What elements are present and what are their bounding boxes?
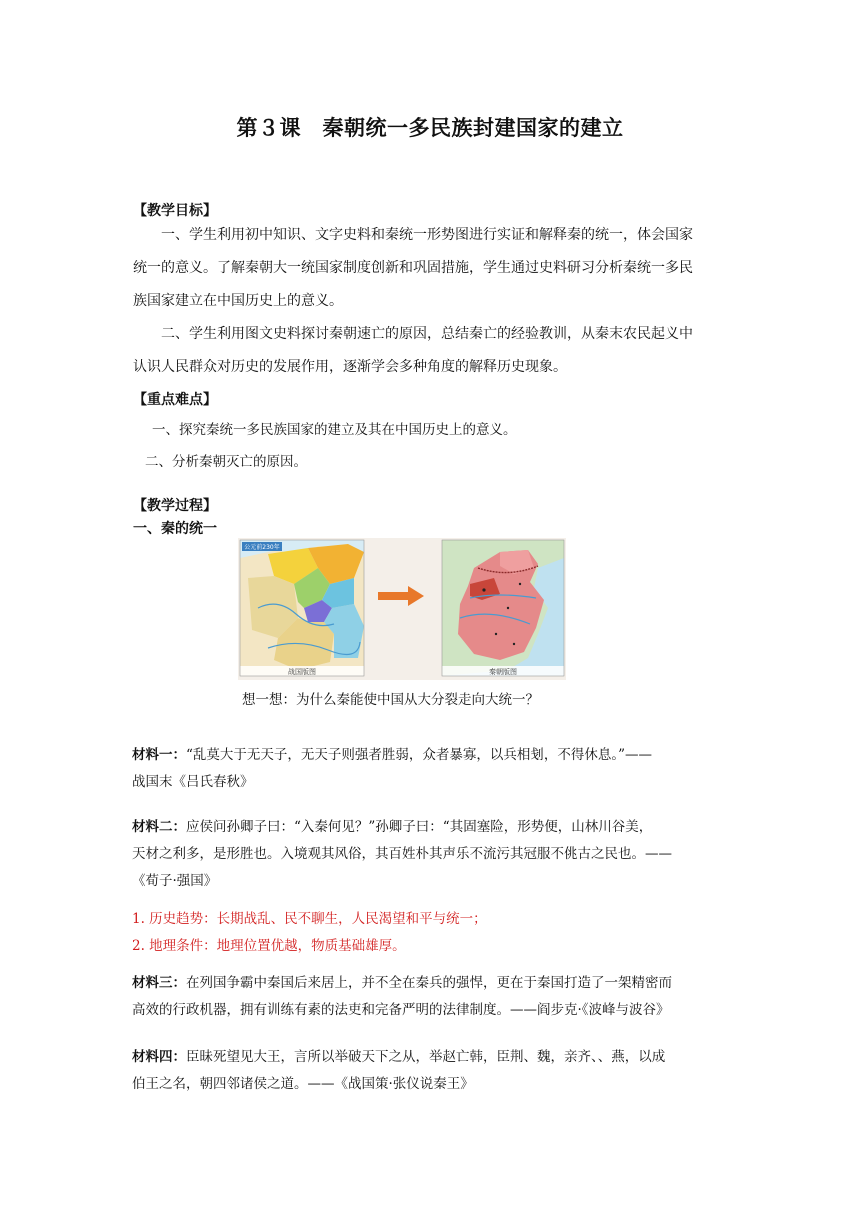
material-4-label: 材料四：: [132, 1049, 186, 1065]
material-3: [132, 970, 732, 1024]
answer-item-1: 1. 历史趋势：长期战乱、民不聊生，人民渴望和平与统一；: [132, 911, 487, 927]
keypoint-item-2: 二、分析秦朝灭亡的原因。: [145, 454, 307, 470]
page-title: 第３课 秦朝统一多民族封建国家的建立: [236, 116, 624, 140]
material-1-label: 材料一：: [132, 747, 186, 763]
material-1: [132, 742, 732, 796]
keypoints-heading: 【重点难点】: [133, 392, 217, 408]
right-map-caption: 秦朝版图: [489, 668, 517, 676]
maps-figure: [238, 538, 566, 680]
goals-paragraph-1: [133, 219, 733, 318]
figure-question: 想一想：为什么秦能使中国从大分裂走向大统一？: [242, 692, 539, 708]
goals-p2-line-2: 认识人民群众对历史的发展作用，逐渐学会多种角度的解释历史现象。: [133, 359, 567, 375]
material-4: [132, 1044, 732, 1098]
maps-illustration: [238, 538, 566, 680]
material-2: [132, 814, 732, 895]
answer-list: [132, 906, 732, 960]
material-2-line-3: 《荀子·强国》: [132, 873, 218, 889]
material-1-line-1: “乱莫大于无天子，无天子则强者胜弱，众者暴寡，以兵相刬，不得休息。”——: [186, 747, 653, 763]
left-map-caption: 战国版图: [288, 668, 316, 676]
material-2-label: 材料二：: [132, 819, 186, 835]
goals-p2-line-1: 二、学生利用图文史料探讨秦朝速亡的原因，总结秦亡的经验教训，从秦末农民起义中: [161, 326, 693, 342]
arrow-icon: [378, 586, 424, 606]
material-3-label: 材料三：: [132, 975, 186, 991]
warring-states-map: [240, 540, 364, 676]
material-3-line-2: 高效的行政机器，拥有训练有素的法吏和完备严明的法律制度。——阎步克·《波峰与波谷》: [132, 1002, 670, 1018]
keypoint-item-1: 一、探究秦统一多民族国家的建立及其在中国历史上的意义。: [152, 422, 517, 438]
goals-p1-line-3: 族国家建立在中国历史上的意义。: [133, 293, 343, 309]
section-heading-qin-unification: 一、秦的统一: [133, 521, 217, 537]
left-map-label: 公元前230年: [244, 544, 280, 551]
answer-item-2: 2. 地理条件：地理位置优越，物质基础雄厚。: [132, 938, 406, 954]
material-2-line-1: 应侯问孙卿子曰：“入秦何见？”孙卿子曰：“其固塞险，形势便，山林川谷美，: [186, 819, 653, 835]
material-1-line-2: 战国末《吕氏春秋》: [132, 774, 254, 790]
material-3-line-1: 在列国争霸中秦国后来居上，并不全在秦兵的强悍，更在于秦国打造了一架精密而: [186, 975, 672, 991]
qin-empire-map: [442, 540, 564, 676]
goals-p1-line-1: 一、学生利用初中知识、文字史料和秦统一形势图进行实证和解释秦的统一，体会国家: [161, 227, 693, 243]
process-heading: 【教学过程】: [133, 498, 217, 514]
goals-heading: 【教学目标】: [133, 203, 217, 219]
material-4-line-1: 臣昧死望见大王，言所以举破天下之从，举赵亡韩，臣荆、魏，亲齐、、燕，以成: [186, 1049, 666, 1065]
goals-p1-line-2: 统一的意义。了解秦朝大一统国家制度创新和巩固措施，学生通过史料研习分析秦统一多民: [133, 260, 693, 276]
material-2-line-2: 天材之利多，是形胜也。入境观其风俗，其百姓朴其声乐不流污其冠服不佻古之民也。——: [132, 846, 672, 862]
goals-paragraph-2: [133, 318, 733, 384]
material-4-line-2: 伯王之名，朝四邻诸侯之道。——《战国策·张仪说秦王》: [132, 1076, 474, 1092]
